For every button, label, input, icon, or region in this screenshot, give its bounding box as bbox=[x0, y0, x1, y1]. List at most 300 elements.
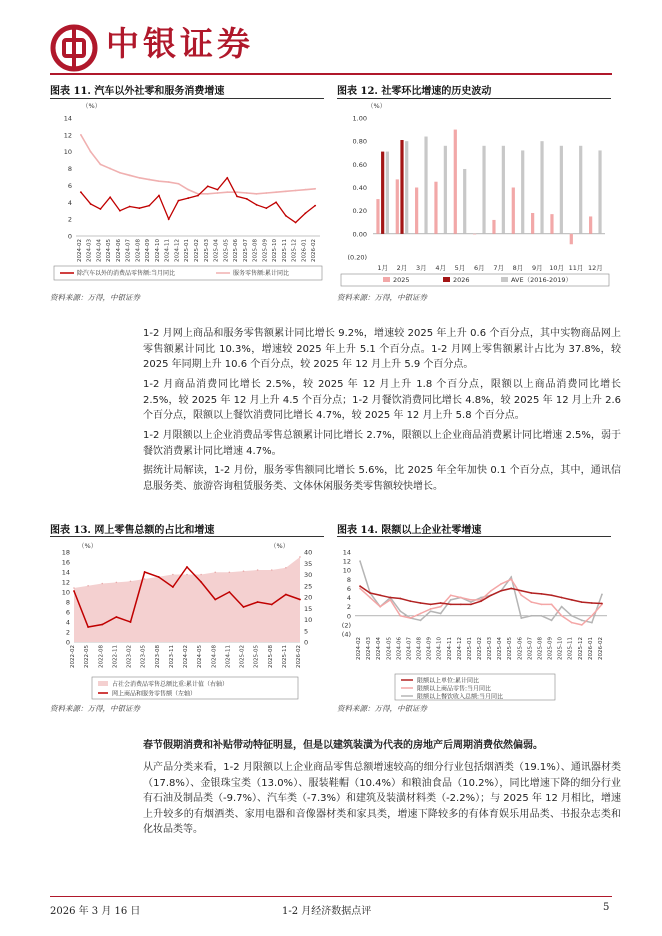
fig14-legend-label: 限额以上单位:累计同比 bbox=[417, 677, 480, 685]
fig11-data-point bbox=[314, 205, 316, 207]
fig12-legend-swatch bbox=[443, 277, 450, 282]
fig11-data-point bbox=[285, 215, 287, 217]
fig14-y-tick: 2 bbox=[346, 603, 351, 612]
fig14-data-point bbox=[470, 601, 472, 603]
fig11-x-tick: 2024-05 bbox=[106, 239, 113, 262]
fig13-x-tick: 2025-05 bbox=[253, 645, 260, 668]
fig13-data-point bbox=[186, 566, 188, 568]
fig14-data-point bbox=[561, 597, 563, 599]
fig11-x-tick: 2024-11 bbox=[164, 239, 171, 262]
fig13-y-tick-right: 5 bbox=[304, 627, 309, 636]
fig11-data-point bbox=[265, 192, 267, 194]
fig12-bar-0 bbox=[473, 234, 476, 235]
fig14-data-point bbox=[561, 615, 563, 617]
fig11-data-point bbox=[100, 208, 102, 210]
fig11-x-tick: 2026-02 bbox=[311, 239, 318, 262]
fig14-data-point bbox=[440, 606, 442, 608]
paragraph-services: 据统计局解读，1-2 月份，服务零售额同比增长 5.6%，比 2025 年全年加快 0.1 个百分点，其中，通讯信息服务类、旅游咨询租赁服务类、文体休闲服务类零售额较快增长。 bbox=[143, 465, 621, 492]
fig14-data-point bbox=[410, 600, 412, 602]
fig13-x-tick: 2024-08 bbox=[211, 645, 218, 668]
fig12-y-tick: 0.00 bbox=[352, 230, 367, 239]
fig14-data-point bbox=[430, 608, 432, 610]
fig11-x-tick: 2024-08 bbox=[135, 239, 142, 262]
fig12-y-tick: 1.00 bbox=[352, 114, 367, 123]
fig11-data-point bbox=[168, 181, 170, 183]
fig14-data-point bbox=[520, 617, 522, 619]
fig11-source: 资料来源：万得，中银证券 bbox=[50, 293, 140, 302]
fig13-data-point bbox=[115, 616, 117, 618]
fig12-legend-label: 2025 bbox=[393, 276, 410, 284]
fig11-y-tick: 12 bbox=[63, 131, 72, 140]
fig13-unit-label-right: （%） bbox=[270, 542, 290, 550]
fig11-data-point bbox=[207, 185, 209, 187]
fig14-data-point bbox=[389, 599, 391, 601]
fig13-y-tick-right: 25 bbox=[304, 582, 313, 591]
fig14-data-point bbox=[359, 585, 361, 587]
fig14-data-point bbox=[500, 590, 502, 592]
fig13-x-tick: 2025-08 bbox=[267, 645, 274, 668]
fig14-x-tick: 2024-03 bbox=[366, 637, 373, 660]
fig14-data-point bbox=[541, 603, 543, 605]
fig13-y-tick-right: 20 bbox=[304, 593, 313, 602]
fig12-bar-0 bbox=[570, 234, 573, 244]
fig14-data-point bbox=[440, 602, 442, 604]
fig12-legend-label: AVE（2016-2019） bbox=[511, 276, 573, 284]
fig12-source: 资料来源：万得，中银证券 bbox=[337, 293, 427, 302]
fig11-x-tick: 2024-06 bbox=[115, 239, 122, 262]
fig12-bar-0 bbox=[512, 188, 515, 234]
fig14-x-tick: 2025-08 bbox=[537, 637, 544, 660]
fig13-y-tick-left: 2 bbox=[65, 628, 70, 637]
fig12-bar-2 bbox=[386, 152, 389, 234]
fig11-y-tick: 4 bbox=[67, 198, 72, 207]
fig14-data-point bbox=[581, 601, 583, 603]
fig12-title: 图表 12. 社零环比增速的历史波动 bbox=[337, 86, 492, 97]
fig14-series-line-1 bbox=[360, 579, 602, 625]
fig11-x-tick: 2025-08 bbox=[252, 239, 259, 262]
fig12-x-tick: 1月 bbox=[377, 264, 388, 272]
fig13-x-tick: 2022-02 bbox=[70, 645, 76, 668]
fig13-area-point bbox=[299, 556, 301, 558]
fig11-x-tick: 2026-01 bbox=[301, 238, 308, 262]
fig11-data-point bbox=[129, 174, 131, 176]
fig14-x-tick: 2024-09 bbox=[426, 637, 433, 660]
fig11-x-tick: 2025-12 bbox=[291, 239, 298, 262]
fig13-data-point bbox=[257, 601, 259, 603]
fig14-x-tick: 2024-12 bbox=[456, 637, 463, 660]
fig11-data-point bbox=[304, 212, 306, 214]
fig11-x-tick: 2024-12 bbox=[174, 239, 181, 262]
fig11-series-line-0 bbox=[81, 178, 315, 223]
fig11-title-rule bbox=[50, 98, 324, 99]
fig13-title-rule bbox=[50, 536, 324, 537]
fig12-y-tick: 0.80 bbox=[352, 137, 367, 146]
fig13-y-tick-left: 4 bbox=[65, 618, 70, 627]
fig14-x-tick: 2025-04 bbox=[497, 637, 504, 660]
fig13-x-tick: 2026-02 bbox=[296, 645, 302, 668]
fig12-bar-2 bbox=[405, 141, 408, 234]
fig13-data-point bbox=[271, 604, 273, 606]
fig13-area-point bbox=[186, 574, 188, 576]
fig12-bar-1 bbox=[400, 140, 403, 234]
fig14-data-point bbox=[541, 615, 543, 617]
fig11-x-tick: 2025-10 bbox=[272, 239, 279, 262]
fig14-data-point bbox=[440, 613, 442, 615]
fig11-x-tick: 2025-03 bbox=[203, 239, 210, 262]
bank-of-china-logo-icon bbox=[50, 24, 98, 72]
fig11-x-tick: 2025-02 bbox=[194, 239, 200, 262]
fig14-data-point bbox=[379, 606, 381, 608]
brand-name: 中银证券 bbox=[106, 24, 254, 63]
fig11-data-point bbox=[217, 189, 219, 191]
fig11-data-point bbox=[178, 200, 180, 202]
fig14-data-point bbox=[399, 598, 401, 600]
fig14-x-tick: 2025-06 bbox=[517, 637, 524, 660]
fig13-y-tick-left: 8 bbox=[65, 598, 70, 607]
fig14-data-point bbox=[541, 593, 543, 595]
fig14-x-tick: 2025-10 bbox=[557, 637, 564, 660]
fig11-unit-label: （%） bbox=[82, 102, 102, 110]
fig14-data-point bbox=[410, 617, 412, 619]
fig14-data-point bbox=[510, 578, 512, 580]
fig13-data-point bbox=[101, 624, 103, 626]
fig14-data-point bbox=[389, 597, 391, 599]
fig11-data-point bbox=[178, 183, 180, 185]
fig12-bar-0 bbox=[415, 188, 418, 234]
fig14-y-tick: 8 bbox=[346, 575, 351, 584]
fig11-data-point bbox=[80, 134, 82, 136]
fig14-data-point bbox=[480, 600, 482, 602]
fig11-y-tick: 14 bbox=[63, 114, 72, 123]
fig14-x-tick: 2024-07 bbox=[406, 637, 413, 660]
fig13-y-tick-right: 30 bbox=[304, 571, 313, 579]
fig12-x-tick: 2月 bbox=[396, 264, 408, 272]
fig13-y-tick-left: 6 bbox=[65, 608, 70, 617]
fig13-area-point bbox=[144, 578, 146, 580]
fig14-data-point bbox=[510, 588, 512, 590]
fig13-legend-label: 网上商品和服务零售额（左轴） bbox=[112, 690, 197, 698]
fig12-bar-2 bbox=[521, 150, 524, 233]
fig11-data-point bbox=[139, 177, 141, 179]
fig14-data-point bbox=[359, 560, 361, 562]
fig11-data-point bbox=[256, 193, 258, 195]
fig14-y-tick: 4 bbox=[346, 594, 351, 603]
fig14-x-tick: 2026-02 bbox=[597, 637, 604, 660]
fig14-x-tick: 2025-09 bbox=[547, 637, 554, 660]
fig14-data-point bbox=[460, 597, 462, 599]
fig12-y-tick: 0.40 bbox=[352, 184, 367, 192]
fig11-x-tick: 2025-11 bbox=[281, 239, 288, 262]
fig12-y-tick: 0.60 bbox=[352, 160, 367, 169]
fig11-data-point bbox=[197, 195, 199, 197]
fig13-x-tick: 2022-11 bbox=[112, 645, 119, 668]
fig12-bar-2 bbox=[502, 146, 505, 234]
fig11-data-point bbox=[246, 198, 248, 200]
fig14-x-tick: 2025-05 bbox=[507, 637, 514, 660]
fig12-legend-swatch bbox=[383, 277, 390, 282]
fig11-data-point bbox=[295, 190, 297, 192]
fig13-y-tick-right: 15 bbox=[304, 604, 313, 613]
fig12-bar-2 bbox=[444, 146, 447, 234]
fig12-legend-swatch bbox=[501, 277, 508, 282]
fig13-y-tick-right: 0 bbox=[304, 638, 309, 647]
fig13-data-point bbox=[200, 581, 202, 583]
fig11-x-tick: 2025-07 bbox=[242, 239, 249, 262]
fig14-data-point bbox=[359, 588, 361, 590]
fig11-data-point bbox=[295, 222, 297, 224]
fig13-x-tick: 2024-11 bbox=[225, 645, 232, 668]
fig11-x-tick: 2024-03 bbox=[86, 239, 93, 262]
fig14-data-point bbox=[450, 599, 452, 601]
fig13-y-tick-left: 12 bbox=[61, 578, 70, 587]
fig11-data-point bbox=[236, 191, 238, 193]
fig12-y-tick: 0.20 bbox=[352, 207, 367, 216]
fig12-chart bbox=[337, 100, 613, 288]
fig11-data-point bbox=[168, 218, 170, 220]
paragraph-above-quota: 1-2 月限额以上企业消费品零售总额累计同比增长 2.7%，限额以上企业商品消费累计同比增速 2.5%，弱于餐饮消费累计同比增速 4.7%。 bbox=[143, 430, 621, 457]
fig14-data-point bbox=[450, 594, 452, 596]
fig14-data-point bbox=[460, 603, 462, 605]
fig14-data-point bbox=[520, 594, 522, 596]
fig14-x-tick: 2025-11 bbox=[567, 637, 574, 660]
fig11-data-point bbox=[275, 201, 277, 203]
fig14-data-point bbox=[531, 592, 533, 594]
fig14-data-point bbox=[369, 592, 371, 594]
paragraph-online-retail: 1-2 月网上商品和服务零售额累计同比增长 9.2%，增速较 2025 年上升 0.6 个百分点，其中实物商品网上零售额累计同比 10.3%，增速较 2025 年上升 5.1 个百分点。1-2 月网上零售额累计占比为 37.8%，较 2025 年同期上升 10.6 个百分点，较 2025 年 12 月上升 5.9 个百分点。 bbox=[143, 328, 621, 370]
fig11-data-point bbox=[285, 190, 287, 192]
fig14-data-point bbox=[591, 615, 593, 617]
fig14-y-tick: 10 bbox=[342, 566, 351, 575]
fig11-x-tick: 2024-02 bbox=[76, 239, 83, 262]
fig13-x-tick: 2024-02 bbox=[183, 645, 189, 668]
fig13-title: 图表 13. 网上零售总额的占比和增速 bbox=[50, 525, 215, 536]
fig13-legend-swatch bbox=[98, 681, 108, 686]
fig14-data-point bbox=[601, 603, 603, 605]
fig11-data-point bbox=[265, 207, 267, 209]
fig13-y-tick-left: 16 bbox=[61, 558, 70, 567]
fig12-bar-2 bbox=[482, 146, 485, 234]
fig14-data-point bbox=[561, 606, 563, 608]
fig11-data-point bbox=[90, 151, 92, 153]
fig11-data-point bbox=[109, 168, 111, 170]
fig11-data-point bbox=[246, 192, 248, 194]
fig14-data-point bbox=[591, 602, 593, 604]
fig11-chart bbox=[50, 100, 326, 288]
fig13-data-point bbox=[144, 571, 146, 573]
fig12-title-rule bbox=[337, 98, 611, 99]
fig11-title: 图表 11. 汽车以外社零和服务消费增速 bbox=[50, 86, 225, 97]
fig14-data-point bbox=[531, 601, 533, 603]
fig14-data-point bbox=[470, 599, 472, 601]
fig13-data-point bbox=[228, 591, 230, 593]
fig14-legend-label: 限额以上商品零售:当月同比 bbox=[417, 685, 492, 693]
fig12-bar-0 bbox=[492, 220, 495, 234]
fig12-x-tick: 9月 bbox=[532, 264, 543, 272]
fig14-y-tick: (2) bbox=[341, 621, 351, 630]
fig13-y-tick-left: 10 bbox=[61, 588, 70, 597]
fig14-chart bbox=[337, 538, 613, 702]
fig14-data-point bbox=[420, 613, 422, 615]
fig14-x-tick: 2024-05 bbox=[386, 637, 393, 660]
fig13-data-point bbox=[130, 621, 132, 623]
fig12-bar-0 bbox=[589, 216, 592, 233]
fig13-x-tick: 2024-05 bbox=[197, 645, 204, 668]
paragraph-categories: 从产品分类来看，1-2 月限额以上企业商品零售总额增速较高的细分行业包括烟酒类（19.1%）、通讯器材类（17.8%）、金银珠宝类（13.0%）、服装鞋帽（10.4%）和粮油食品（10.2%），同比增速下降的细分行业有石油及制品类（-9.7%）、汽车类（-7.3%）和建筑及装潢材料类（-2.2%）；与 2025 年 12 月相比，增速上升较多的有烟酒类、家用电器和音像器材类和家具类，增速下降较多的有体育娱乐用品类、书报杂志类和化妆品类等。 bbox=[143, 762, 621, 835]
fig14-source: 资料来源：万得，中银证券 bbox=[337, 704, 427, 713]
fig13-data-point bbox=[172, 586, 174, 588]
fig12-x-tick: 6月 bbox=[474, 264, 485, 272]
fig12-unit-label: （%） bbox=[367, 102, 387, 110]
fig12-bar-0 bbox=[434, 182, 437, 234]
fig13-area-point bbox=[116, 582, 118, 584]
fig11-data-point bbox=[217, 192, 219, 194]
fig12-x-tick: 3月 bbox=[416, 264, 427, 272]
fig14-x-tick: 2024-10 bbox=[436, 637, 443, 660]
fig12-x-tick: 10月 bbox=[549, 264, 565, 272]
fig14-series-line-2 bbox=[360, 561, 602, 623]
fig11-data-point bbox=[109, 196, 111, 198]
fig14-x-tick: 2024-04 bbox=[376, 637, 383, 660]
fig14-data-point bbox=[581, 619, 583, 621]
fig13-data-point bbox=[73, 590, 75, 592]
fig14-x-tick: 2024-08 bbox=[416, 637, 423, 660]
fig14-data-point bbox=[420, 619, 422, 621]
fig11-data-point bbox=[119, 210, 121, 212]
fig11-data-point bbox=[236, 195, 238, 197]
fig13-x-tick: 2023-11 bbox=[168, 645, 175, 668]
footer-rule bbox=[50, 896, 612, 897]
fig11-x-tick: 2025-06 bbox=[233, 239, 240, 262]
fig14-data-point bbox=[601, 593, 603, 595]
fig12-bar-2 bbox=[560, 146, 563, 234]
fig13-area-point bbox=[172, 574, 174, 576]
fig14-legend-label: 限额以上餐饮收入总额:当月同比 bbox=[417, 693, 504, 701]
fig11-data-point bbox=[207, 193, 209, 195]
fig13-area-point bbox=[257, 569, 259, 571]
fig13-area-point bbox=[87, 585, 89, 587]
fig12-bar-2 bbox=[598, 150, 601, 233]
fig13-x-tick: 2023-05 bbox=[140, 645, 147, 668]
fig14-data-point bbox=[369, 597, 371, 599]
fig11-legend-label: 除汽车以外的消费品零售额:当月同比 bbox=[77, 270, 176, 277]
fig13-legend-label: 占社会消费品零售总额比重:累计值（右轴） bbox=[112, 681, 229, 688]
fig13-area-point bbox=[101, 583, 103, 585]
fig14-data-point bbox=[430, 610, 432, 612]
fig11-data-point bbox=[129, 206, 131, 208]
fig14-data-point bbox=[551, 619, 553, 621]
fig14-data-point bbox=[591, 622, 593, 624]
fig13-x-tick: 2022-08 bbox=[98, 645, 105, 668]
fig14-data-point bbox=[520, 590, 522, 592]
fig11-y-tick: 0 bbox=[67, 232, 72, 241]
fig12-bar-1 bbox=[381, 152, 384, 234]
fig13-y-tick-right: 40 bbox=[304, 548, 313, 557]
fig11-x-tick: 2025-05 bbox=[223, 239, 230, 262]
fig13-area-series bbox=[74, 557, 300, 642]
fig14-data-point bbox=[571, 622, 573, 624]
fig11-data-point bbox=[80, 191, 82, 193]
fig13-area-point bbox=[243, 570, 245, 572]
section-heading: 春节假期消费和补贴带动特征明显，但是以建筑装潢为代表的房地产后周期消费依然偏弱。 bbox=[143, 740, 543, 751]
fig14-x-tick: 2025-02 bbox=[477, 637, 483, 660]
fig11-x-tick: 2024-10 bbox=[154, 239, 161, 262]
fig11-data-point bbox=[275, 191, 277, 193]
fig11-data-point bbox=[226, 191, 228, 193]
fig13-area-point bbox=[285, 567, 287, 569]
fig11-data-point bbox=[90, 203, 92, 205]
fig14-data-point bbox=[490, 590, 492, 592]
fig14-data-point bbox=[480, 597, 482, 599]
fig13-area-point bbox=[229, 571, 231, 573]
fig14-data-point bbox=[510, 576, 512, 578]
fig11-y-tick: 10 bbox=[63, 148, 72, 157]
fig13-data-point bbox=[158, 576, 160, 578]
fig14-x-tick: 2025-07 bbox=[527, 637, 534, 660]
fig13-unit-label-left: （%） bbox=[78, 542, 98, 550]
fig13-area-point bbox=[130, 580, 132, 582]
fig14-data-point bbox=[379, 594, 381, 596]
header-rule bbox=[50, 73, 612, 75]
fig14-data-point bbox=[420, 602, 422, 604]
footer-report-name: 1-2 月经济数据点评 bbox=[282, 906, 372, 917]
fig14-data-point bbox=[450, 603, 452, 605]
fig14-x-tick: 2025-12 bbox=[577, 637, 584, 660]
fig13-y-tick-right: 35 bbox=[304, 559, 313, 568]
fig13-x-tick: 2022-05 bbox=[84, 645, 91, 668]
fig11-x-tick: 2025-01 bbox=[184, 239, 191, 262]
fig13-area-point bbox=[214, 571, 216, 573]
fig12-legend-label: 2026 bbox=[453, 276, 470, 284]
fig12-x-tick: 8月 bbox=[512, 264, 524, 272]
fig11-data-point bbox=[100, 163, 102, 165]
footer-page-number: 5 bbox=[603, 902, 610, 913]
fig11-data-point bbox=[256, 204, 258, 206]
fig14-x-tick: 2024-02 bbox=[356, 637, 363, 660]
fig13-data-point bbox=[243, 606, 245, 608]
fig11-data-point bbox=[304, 189, 306, 191]
fig13-area-point bbox=[73, 587, 75, 589]
footer-date: 2026 年 3 月 16 日 bbox=[50, 906, 141, 917]
fig14-data-point bbox=[399, 610, 401, 612]
fig11-y-tick: 6 bbox=[67, 181, 72, 190]
fig12-bar-2 bbox=[540, 141, 543, 234]
fig13-data-point bbox=[87, 626, 89, 628]
fig12-x-tick: 11月 bbox=[568, 264, 584, 272]
fig11-data-point bbox=[139, 207, 141, 209]
fig14-data-point bbox=[490, 594, 492, 596]
fig12-bar-0 bbox=[454, 130, 457, 234]
fig11-data-point bbox=[314, 188, 316, 190]
fig14-title: 图表 14. 限额以上企业社零增速 bbox=[337, 525, 482, 536]
fig13-chart bbox=[50, 538, 326, 702]
fig11-x-tick: 2024-09 bbox=[145, 239, 152, 262]
fig11-data-point bbox=[119, 172, 121, 174]
fig12-bar-0 bbox=[550, 214, 553, 234]
fig12-bar-0 bbox=[531, 213, 534, 234]
fig14-data-point bbox=[581, 624, 583, 626]
fig12-bar-2 bbox=[579, 146, 582, 234]
fig11-y-tick: 8 bbox=[67, 165, 72, 174]
fig12-bar-2 bbox=[463, 169, 466, 234]
fig14-data-point bbox=[551, 594, 553, 596]
fig11-data-point bbox=[148, 205, 150, 207]
fig14-x-tick: 2025-01 bbox=[466, 637, 473, 660]
fig12-x-tick: 5月 bbox=[454, 264, 466, 272]
fig14-data-point bbox=[500, 583, 502, 585]
fig12-bar-0 bbox=[376, 199, 379, 234]
fig14-y-tick: 6 bbox=[346, 584, 351, 593]
fig11-data-point bbox=[148, 179, 150, 181]
